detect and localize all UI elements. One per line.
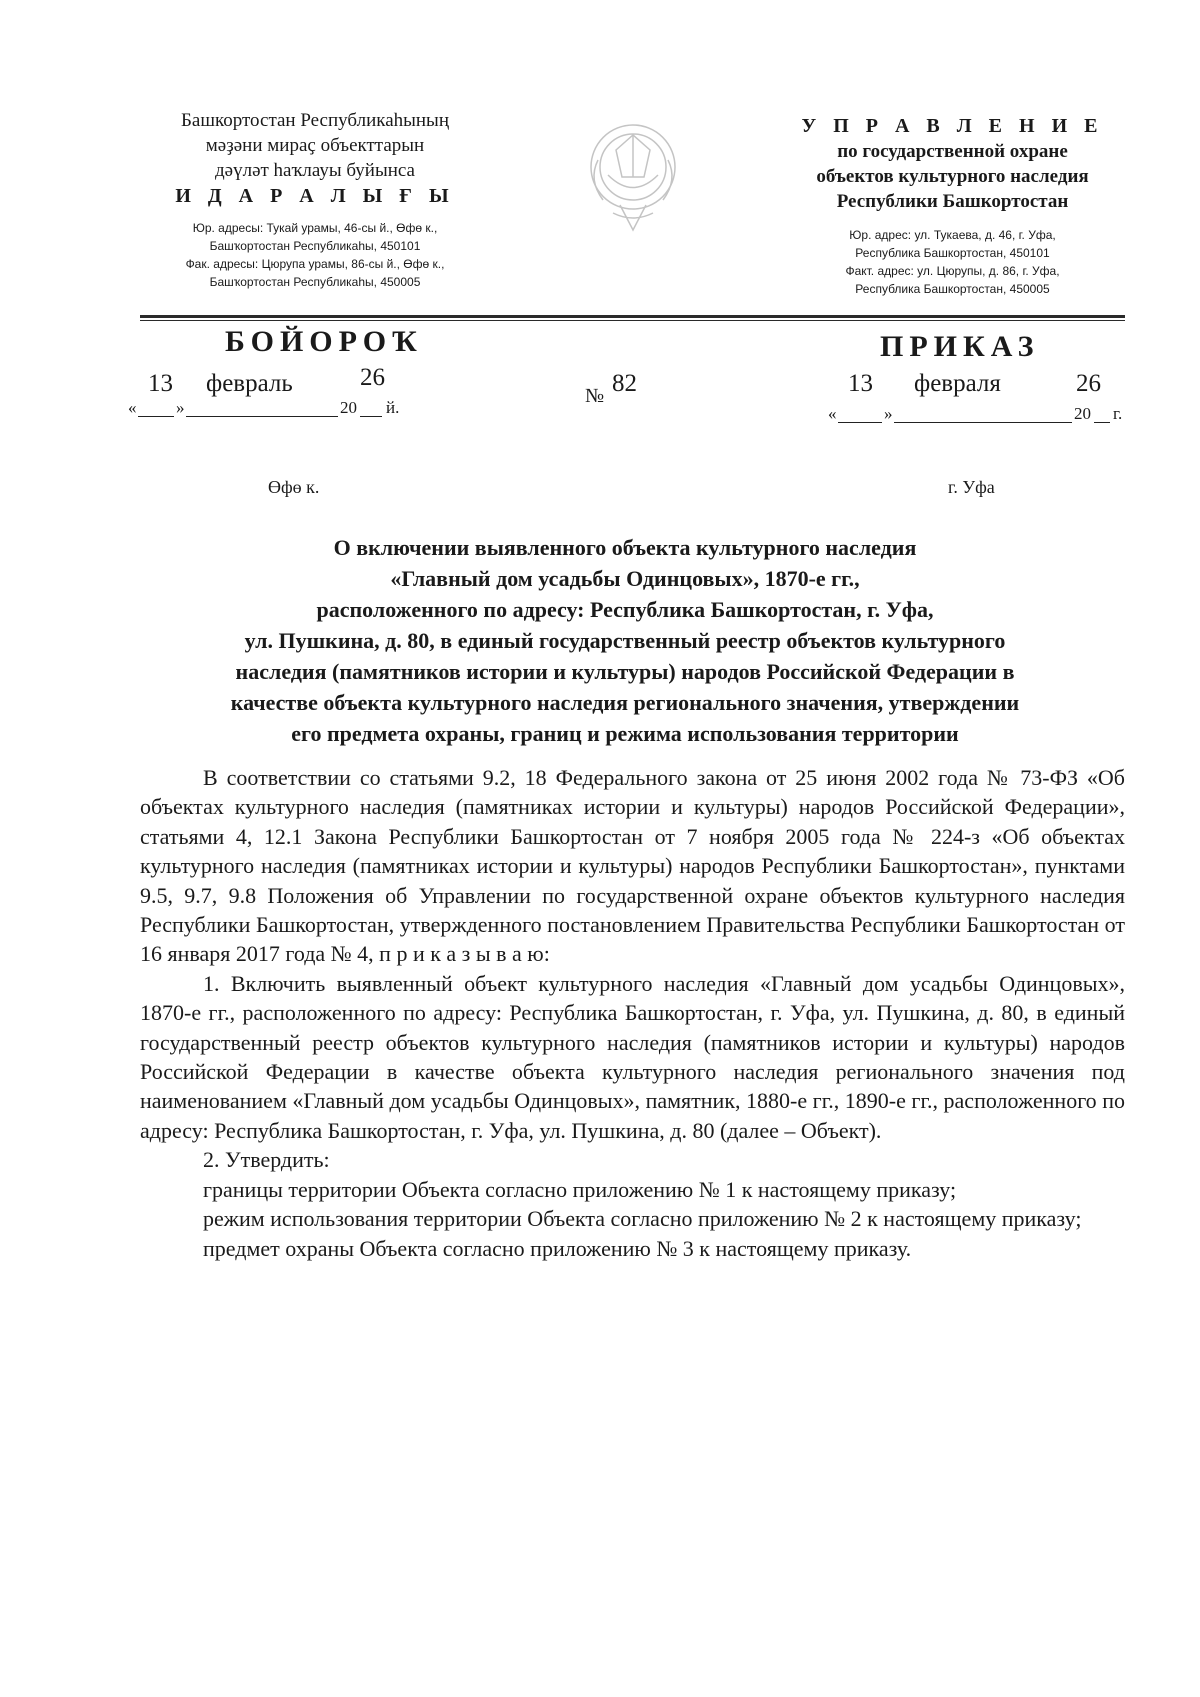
header-divider-thick bbox=[140, 315, 1125, 318]
org-title-ru: У П Р А В Л Е Н И Е bbox=[801, 115, 1104, 137]
org-name-ru-line-1: по государственной охране bbox=[837, 141, 1068, 162]
address-ru-line-3: Факт. адрес: ул. Цюрупы, д. 86, г. Уфа, bbox=[845, 264, 1060, 278]
month-underline bbox=[186, 416, 338, 417]
year-prefix-ba: 20 bbox=[340, 398, 357, 417]
date-month-ba: февраль bbox=[206, 370, 293, 397]
year-underline bbox=[1094, 422, 1110, 423]
year-underline bbox=[360, 416, 382, 417]
date-year-ru: 26 bbox=[1076, 370, 1101, 397]
address-ru-line-1: Юр. адрес: ул. Тукаева, д. 46, г. Уфа, bbox=[849, 228, 1056, 242]
org-name-ru-line-3: Республики Башкортостан bbox=[836, 191, 1069, 212]
title-line-4: ул. Пушкина, д. 80, в единый государственный реестр объектов культурного bbox=[244, 628, 1006, 653]
year-prefix-ru: 20 bbox=[1074, 404, 1091, 423]
address-ba-line-1: Юр. адресы: Тукай урамы, 46-сы й., Өфө к., bbox=[192, 221, 438, 235]
title-line-6: качестве объекта культурного наследия регионального значения, утверждении bbox=[230, 690, 1020, 715]
title-line-7: его предмета охраны, границ и режима использования территории bbox=[291, 721, 959, 746]
address-ba bbox=[125, 219, 505, 291]
coat-of-arms-emblem bbox=[578, 105, 688, 245]
title-line-2: «Главный дом усадьбы Одинцовых», 1870-е гг., bbox=[390, 566, 860, 591]
org-title-ba: И Д А Р А Л Ы Ғ Ы bbox=[175, 185, 455, 207]
header-right-block bbox=[780, 113, 1125, 298]
date-day-ru: 13 bbox=[848, 370, 873, 397]
address-ru bbox=[780, 226, 1125, 298]
date-year-ba: 26 bbox=[360, 364, 385, 391]
order-title bbox=[125, 532, 1125, 749]
date-month-ru: февраля bbox=[914, 370, 1001, 397]
title-line-5: наследия (памятников истории и культуры) народов Российской Федерации в bbox=[235, 659, 1015, 684]
order-body bbox=[140, 763, 1125, 1263]
title-line-1: О включении выявленного объекта культурного наследия bbox=[333, 535, 917, 560]
item-2c-paragraph: предмет охраны Объекта согласно приложению № 3 к настоящему приказу. bbox=[203, 1235, 912, 1261]
month-underline bbox=[894, 422, 1072, 423]
org-name-ba-line-2: мәҙәни мираҫ объекттарын bbox=[205, 135, 425, 156]
org-name-ru-line-2: объектов культурного наследия bbox=[816, 166, 1089, 187]
city-ru: г. Уфа bbox=[948, 477, 995, 497]
date-day-ba: 13 bbox=[148, 370, 173, 397]
day-underline bbox=[138, 416, 174, 417]
org-name-ba-line-1: Башкортостан Республикаһының bbox=[181, 110, 449, 131]
header-left-block bbox=[125, 108, 505, 291]
org-name-ba-line-3: дәүләт һаҡлауы буйынса bbox=[214, 160, 415, 181]
address-ba-line-4: Башҡортостан Республикаһы, 450005 bbox=[209, 275, 421, 289]
year-suffix-ba: й. bbox=[386, 398, 400, 417]
item-2-paragraph: 2. Утвердить: bbox=[203, 1147, 330, 1173]
title-line-3: расположенного по адресу: Республика Башкортостан, г. Уфа, bbox=[316, 597, 934, 622]
number-sign: № bbox=[585, 385, 605, 407]
address-ba-line-2: Башҡортостан Республикаһы, 450101 bbox=[209, 239, 421, 253]
day-underline bbox=[838, 422, 882, 423]
date-field-ba: « 13 » февраль 20 26 й. bbox=[128, 364, 400, 417]
order-number: 82 bbox=[612, 370, 637, 397]
preamble-paragraph: В соответствии со статьями 9.2, 18 Федерального закона от 25 июня 2002 года № 73-ФЗ «Об объектах культурного наследия (памятниках истории и культуры) народов Российской Федерации», статьями 4, 12.1 Закона Республики Башкортостан от 7 ноября 2005 года № 224-з «Об объектах культурного наследия (памятниках истории и культуры) народов Республики Башкортостан», пунктами 9.5, 9.7, 9.8 Положения об Управлении по государственной охране объектов культурного наследия Республики Башкортостан, утвержденного постановлением Правительства Республики Башкортостан от 16 января 2017 года № 4, п р и к а з ы в а ю: bbox=[140, 765, 1125, 967]
year-suffix-ru: г. bbox=[1113, 404, 1123, 423]
address-ru-line-4: Республика Башкортостан, 450005 bbox=[855, 282, 1050, 296]
city-ba: Өфө к. bbox=[268, 477, 320, 497]
doc-type-ba: БОЙОРОҠ bbox=[225, 325, 423, 358]
address-ba-line-3: Фак. адресы: Цюрупа урамы, 86-сы й., Өфө к., bbox=[185, 257, 445, 271]
item-2b-paragraph: режим использования территории Объекта согласно приложению № 2 к настоящему приказу; bbox=[203, 1206, 1082, 1232]
header-divider-thin bbox=[140, 320, 1125, 321]
item-1-paragraph: 1. Включить выявленный объект культурного наследия «Главный дом усадьбы Одинцовых», 1870-е гг., расположенного по адресу: Республика Башкортостан, г. Уфа, ул. Пушкина, д. 80, в единый государственный реестр объектов культурного наследия (памятников истории и культуры) народов Российской Федерации в качестве объекта культурного наследия регионального значения под наименованием «Главный дом усадьбы Одинцовых», памятник, 1880-е гг., 1890-е гг., расположенного по адресу: Республика Башкортостан, г. Уфа, ул. Пушкина, д. 80 (далее – Объект). bbox=[140, 970, 1125, 1143]
date-field-ru: « 13 » февраля 20 26 г. bbox=[828, 370, 1123, 423]
doc-type-ru: ПРИКАЗ bbox=[880, 330, 1040, 363]
item-2a-paragraph: границы территории Объекта согласно приложению № 1 к настоящему приказу; bbox=[203, 1176, 957, 1202]
address-ru-line-2: Республика Башкортостан, 450101 bbox=[855, 246, 1050, 260]
